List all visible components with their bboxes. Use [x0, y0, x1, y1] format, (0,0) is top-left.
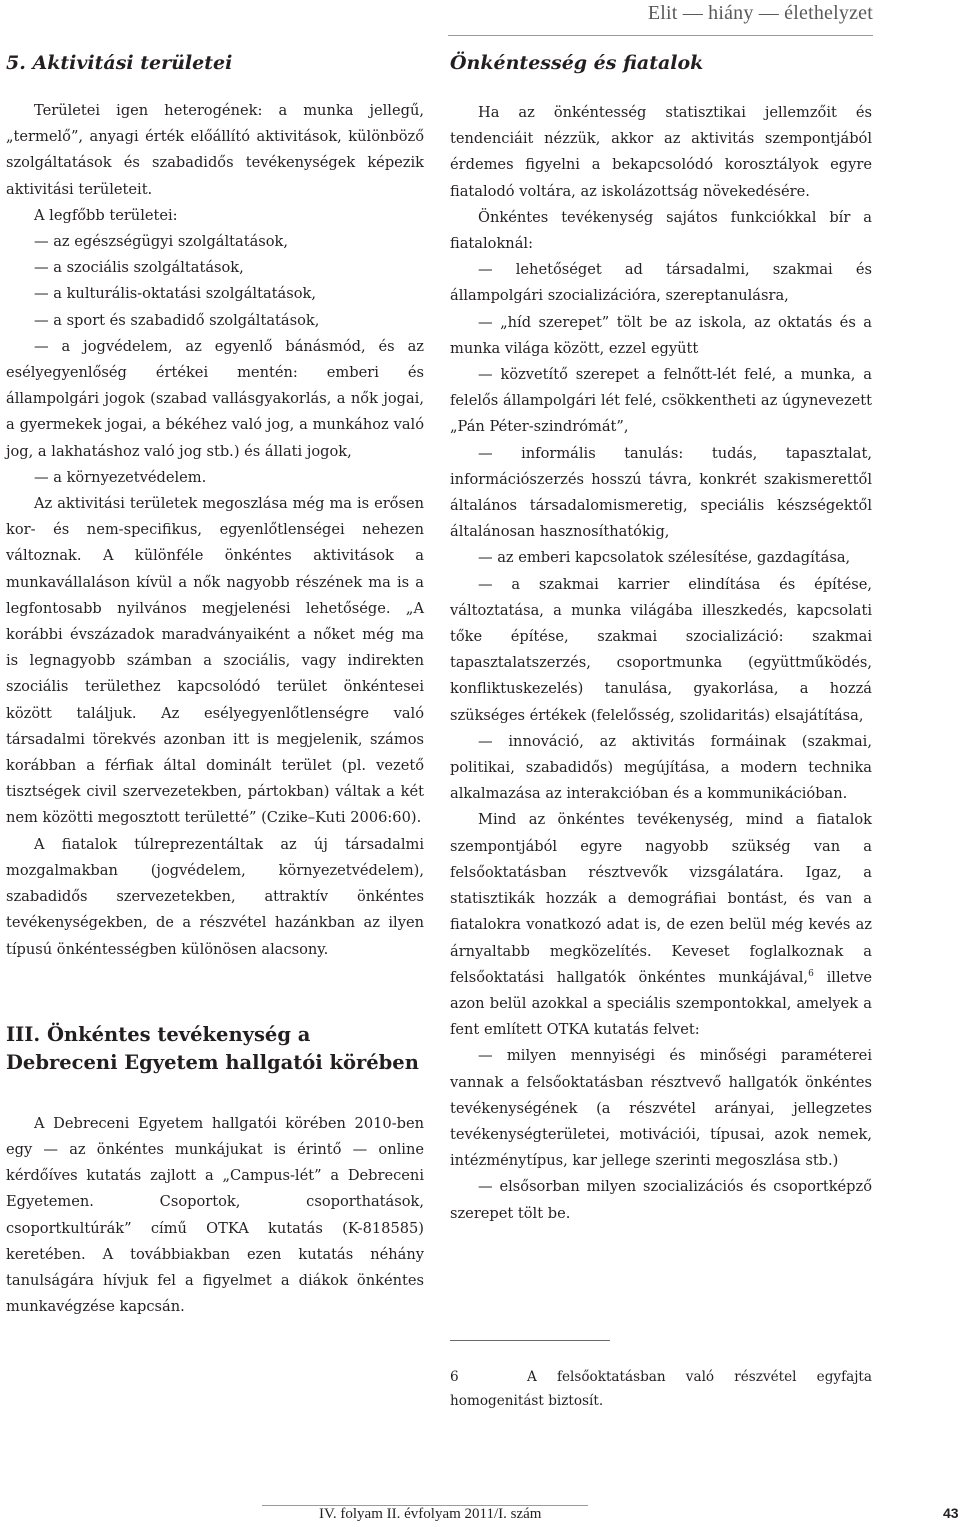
list-item: — a sport és szabadidő szolgáltatások,	[34, 311, 320, 329]
footnote-number: 6	[450, 1369, 459, 1385]
paragraph: A legfőbb területei:	[34, 206, 178, 224]
list-item: — informális tanulás: tudás, tapasztalat, információszerzés hosszú távra, konkrét szakismerettől általános társadalomismeretig, speciális készségektől általánosan hasznosíthatókig,	[450, 444, 872, 541]
list-item: — a szakmai karrier elindítása és építése, változtatása, a munka világába illeszkedés, kapcsolati tőke építése, szakmai szocializáció: szakmai tapasztalatszerzés, csoportmunka (együttműködés, konfliktuskezelés) tanulása, gyakorlása, a hozzá szükséges értékek (felelősség, szolidaritás) elsajátítása,	[450, 575, 872, 724]
list-item: — a jogvédelem, az egyenlő bánásmód, és az esélyegyenlőség értékei mentén: emberi és állampolgári jogok (szabad vallásgyakorlás, a nők jogai, a gyermekek jogai, a békéhez való jog, a munkához való jog, a lakhatáshoz való jog stb.) és állati jogok,	[6, 337, 424, 460]
footnote	[450, 1365, 872, 1413]
list-item: — az emberi kapcsolatok szélesítése, gazdagítása,	[478, 549, 851, 567]
paragraph: A fiatalok túlreprezentáltak az új társadalmi mozgalmakban (jogvédelem, környezetvédelem), szabadidős szervezetekben, attraktív önkéntes tevékenységekben, de a részvétel hazánkban az ilyen típusú önkéntességben különösen alacsony.	[6, 835, 424, 958]
section-heading-onkentesseg: Önkéntesség és fiatalok	[450, 52, 704, 74]
paragraph: A Debreceni Egyetem hallgatói körében 2010-ben egy — az önkéntes munkájukat is érintő — online kérdőíves kutatás zajlott a „Campus-lét” a Debreceni Egyetemen. Csoportok, csoporthatások, csoportkultúrák” című OTKA kutatás (K-818585) keretében. A továbbiakban ezen kutatás néhány tanulságára hívjuk fel a figyelmet a diákok önkéntes munkavégzése kapcsán.	[6, 1114, 424, 1316]
paragraph	[450, 807, 872, 1043]
paragraph: Önkéntes tevékenység sajátos funkciókkal bír a fiataloknál:	[450, 208, 872, 253]
list-item: — innováció, az aktivitás formáinak (szakmai, politikai, szabadidős) megújítása, a modern technika alkalmazása az interakcióban és a kommunikációban.	[450, 732, 872, 803]
footnote-reference[interactable]: 6	[808, 968, 814, 979]
footnote-text: A felsőoktatásban való részvétel egyfajta homogenitást biztosít.	[450, 1369, 872, 1409]
list-item: — „híd szerepet” tölt be az iskola, az oktatás és a munka világa között, ezzel együtt	[450, 313, 872, 357]
list-item: — a kulturális-oktatási szolgáltatások,	[34, 285, 316, 303]
paragraph: Ha az önkéntesség statisztikai jellemzőit és tendenciáit nézzük, akkor az aktivitás szempontjából érdemes figyelni a bekapcsolódó korosztályok egyre fiatalodó voltára, az iskolázottság növekedésére.	[450, 104, 872, 200]
list-item: — lehetőséget ad társadalmi, szakmai és állampolgári szocializációra, szereptanulásra,	[450, 261, 872, 305]
paragraph: Az aktivitási területek megoszlása még ma is erősen kor- és nem-specifikus, egyenlőtlenségei nehezen változnak. A különféle önkéntes aktivitások a munkavállaláson kívül a nők nagyobb részének ma is a legfontosabb nyilvános megjelenési lehetősége. „A korábbi évszázadok maradványaiként a nőket még ma is legnagyobb számban a szociális, vagy indirekten szociális területhez kapcsolódó terület önkéntesei között találjuk. Az esélyegyenlőtlenségre való társadalmi törekvés azonban itt is megjelenik, számos korábban a férfiak által dominált terület (pl. vezető tisztségek civil szervezetekben, pártokban) váltak a két nem közötti megosztott területté” (Czike–Kuti 2006:60).	[6, 495, 424, 827]
chapter-heading: III. Önkéntes tevékenység a Debreceni Egyetem hallgatói körében	[6, 1022, 419, 1074]
list-item: — a szociális szolgáltatások,	[34, 259, 244, 277]
right-column	[450, 50, 872, 1227]
list-item: — az egészségügyi szolgáltatások,	[34, 233, 289, 251]
list-item: — milyen mennyiségi és minőségi paraméterei vannak a felsőoktatásban résztvevő hallgatók önkéntes tevékenységének (a részvétel arányai, jellegzetes tevékenységterületei, motivációi, típusai, azok nemek, intézménytípus, kar jellege szerinti megoszlása stb.)	[450, 1047, 872, 1170]
list-item: — elsősorban milyen szocializációs és csoportképző szerepet tölt be.	[450, 1178, 872, 1222]
page-number: 43	[943, 1505, 959, 1521]
footer-issue: IV. folyam II. évfolyam 2011/I. szám	[319, 1506, 542, 1522]
list-item: — közvetítő szerepet a felnőtt-lét felé, a munka, a felelős állampolgári lét felé, csökkentheti az úgynevezett „Pán Péter-szindrómát”,	[450, 366, 872, 436]
list-item: — a környezetvédelem.	[34, 468, 207, 486]
paragraph-text: Mind az önkéntes tevékenység, mind a fiatalok szempontjából egyre nagyobb szükség van a felsőoktatásban résztvevők vizsgálatára. Igaz, a statisztikák hozzák a demográfiai bontást, és van a fiatalokra vonatkozó adat is, de ezen belül még kevés az árnyaltabb megközelítés. Keveset foglalkoznak a felsőoktatási hallgatók önkéntes munkájával,	[450, 811, 872, 986]
running-title: Elit — hiány — élethelyzet	[647, 2, 873, 24]
paragraph-text: illetve azon belül azokkal a speciális szempontokkal, amelyek a fent említett OTKA kutatás felvet:	[450, 968, 873, 1039]
left-column	[6, 50, 424, 1320]
header-rule	[448, 35, 873, 36]
paragraph: Területei igen heterogének: a munka jellegű, „termelő”, anyagi érték előállító aktivitások, különböző szolgáltatások és szabadidős tevékenységek képezik aktivitási területeit.	[6, 102, 424, 198]
footnote-rule	[450, 1340, 610, 1341]
section-heading-aktivitasi: 5. Aktivitási területei	[6, 52, 233, 74]
